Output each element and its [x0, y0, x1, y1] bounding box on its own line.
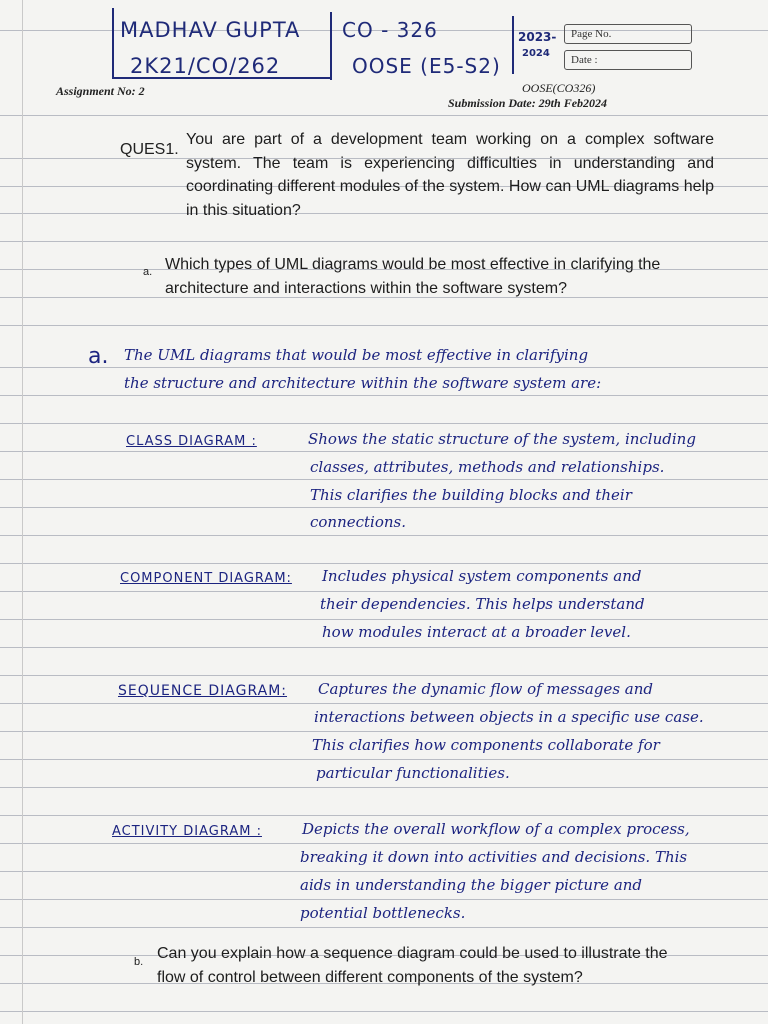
ruled-line — [0, 395, 768, 396]
ruled-line — [0, 843, 768, 844]
ruled-line — [0, 759, 768, 760]
ruled-line — [0, 927, 768, 928]
sequence-diagram-text: particular functionalities. — [316, 764, 510, 782]
student-name: MADHAV GUPTA — [120, 18, 301, 42]
page-no-box: Page No. — [564, 24, 692, 44]
sequence-diagram-text: interactions between objects in a specific use case. — [314, 708, 704, 726]
component-diagram-text: their dependencies. This helps understand — [320, 595, 645, 613]
component-diagram-text: how modules interact at a broader level. — [322, 623, 631, 641]
ruled-line — [0, 479, 768, 480]
activity-diagram-text: potential bottlenecks. — [300, 904, 466, 922]
ruled-line — [0, 871, 768, 872]
sequence-diagram-text: This clarifies how components collaborate for — [312, 736, 660, 754]
answer-intro-line: the structure and architecture within the software system are: — [124, 374, 602, 392]
ruled-line — [0, 507, 768, 508]
ruled-line — [0, 1011, 768, 1012]
component-diagram-term: COMPONENT DIAGRAM: — [120, 571, 292, 586]
ruled-line — [0, 731, 768, 732]
ruled-line — [0, 423, 768, 424]
ruled-line — [0, 563, 768, 564]
subquestion-a-text: Which types of UML diagrams would be most effective in clarifying the architecture and interactions within the software system? — [165, 256, 661, 297]
date-box: Date : — [564, 50, 692, 70]
class-diagram-text: connections. — [310, 513, 407, 531]
ruled-line — [0, 325, 768, 326]
subquestion-a-label: a. — [143, 266, 153, 278]
class-diagram-term: CLASS DIAGRAM : — [126, 434, 257, 449]
activity-diagram-text: Depicts the overall workflow of a complex process, — [302, 820, 690, 838]
ruled-line — [0, 115, 768, 116]
roll-number: 2K21/CO/262 — [130, 54, 281, 78]
ruled-line — [0, 451, 768, 452]
sequence-diagram-term: SEQUENCE DIAGRAM: — [118, 683, 288, 699]
ruled-line — [0, 675, 768, 676]
ruled-line — [0, 367, 768, 368]
header-divider — [330, 12, 332, 80]
component-diagram-text: Includes physical system components and — [322, 567, 642, 585]
ruled-line — [0, 899, 768, 900]
margin-line — [22, 0, 23, 1024]
ruled-line — [0, 703, 768, 704]
course-code: CO - 326 — [342, 18, 438, 42]
ruled-line — [0, 241, 768, 242]
header-divider — [112, 8, 114, 78]
year-bottom: 2024 — [522, 48, 550, 59]
assignment-number: Assignment No: 2 — [56, 84, 145, 98]
subquestion-b-text: Can you explain how a sequence diagram could be used to illustrate the flow of control between different components of the system? — [157, 945, 668, 986]
ruled-line — [0, 619, 768, 620]
class-diagram-text: This clarifies the building blocks and their — [310, 486, 632, 504]
ruled-line — [0, 647, 768, 648]
answer-label: a. — [88, 344, 109, 369]
ruled-line — [0, 815, 768, 816]
class-diagram-text: Shows the static structure of the system, including — [308, 430, 696, 448]
activity-diagram-text: aids in understanding the bigger picture and — [300, 876, 643, 894]
answer-intro-line: The UML diagrams that would be most effective in clarifying — [124, 346, 589, 364]
ruled-line — [0, 787, 768, 788]
question-text: You are part of a development team working on a complex software system. The team is experiencing difficulties in understanding and coordinating different modules of the system. How can UML diagrams help in this situation? — [186, 131, 714, 219]
ruled-line — [0, 591, 768, 592]
activity-diagram-term: ACTIVITY DIAGRAM : — [112, 824, 262, 839]
submission-date: Submission Date: 29th Feb2024 — [448, 96, 608, 110]
question-label: QUES1. — [120, 141, 179, 158]
ruled-line — [0, 535, 768, 536]
year-top: 2023- — [518, 30, 557, 44]
activity-diagram-text: breaking it down into activities and decisions. This — [300, 848, 688, 866]
class-diagram-text: classes, attributes, methods and relationships. — [310, 458, 665, 476]
sequence-diagram-text: Captures the dynamic flow of messages and — [318, 680, 654, 698]
header-divider — [512, 16, 514, 74]
subject-name: OOSE (E5-S2) — [352, 54, 501, 78]
course-title: OOSE(CO326) — [522, 81, 596, 95]
subquestion-b-label: b. — [134, 956, 144, 968]
